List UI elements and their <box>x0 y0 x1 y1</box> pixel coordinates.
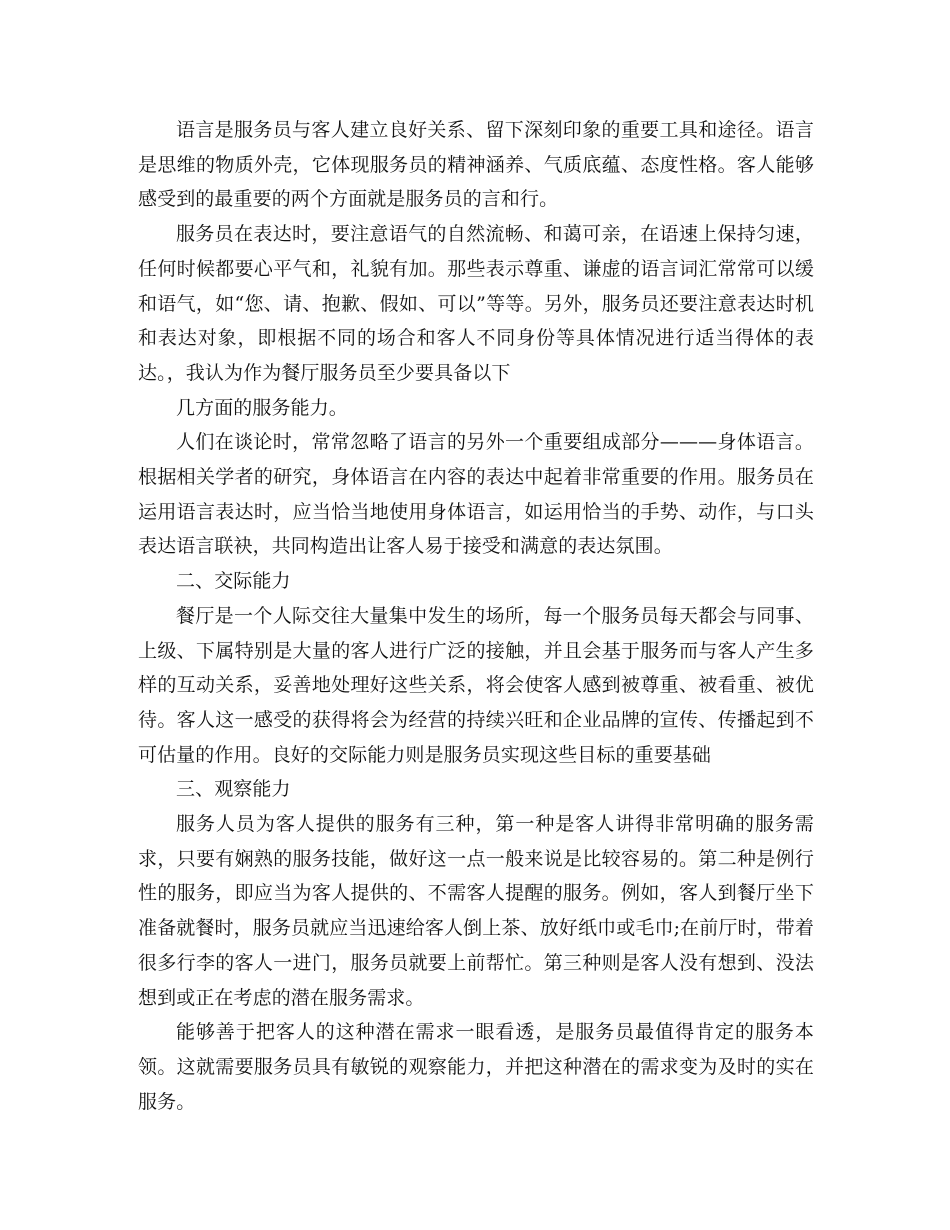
heading-observation-ability: 三、观察能力 <box>176 778 291 801</box>
heading-communication-ability: 二、交际能力 <box>176 570 291 593</box>
paragraph-body-language: 人们在谈论时，常常忽略了语言的另外一个重要组成部分———身体语言。根据相关学者的研究，身体语言在内容的表达中起着非常重要的作用。服务员在运用语言表达时，应当恰当地使用身体语言，如运用恰当的手势、动作，与口头表达语言联袂，共同构造出让客人易于接受和满意的表达氛围。 <box>138 431 814 558</box>
document-body <box>138 113 814 1119</box>
paragraph-expression-tone: 服务员在表达时，要注意语气的自然流畅、和蔼可亲，在语速上保持匀速，任何时候都要心平气和，礼貌有加。那些表示尊重、谦虚的语言词汇常常可以缓和语气，如“您、请、抱歉、假如、可以”等等。另外，服务员还要注意表达时机和表达对象，即根据不同的场合和客人不同身份等具体情况进行适当得体的表达。，我认为作为餐厅服务员至少要具备以下 <box>138 223 814 384</box>
paragraph-language-importance: 语言是服务员与客人建立良好关系、留下深刻印象的重要工具和途径。语言是思维的物质外壳，它体现服务员的精神涵养、气质底蕴、态度性格。客人能够感受到的最重要的两个方面就是服务员的言和行。 <box>138 119 814 211</box>
paragraph-service-abilities-intro: 几方面的服务能力。 <box>176 396 348 419</box>
paragraph-communication-ability: 餐厅是一个人际交往大量集中发生的场所，每一个服务员每天都会与同事、上级、下属特别是大量的客人进行广泛的接触，并且会基于服务而与客人产生多样的互动关系，妥善地处理好这些关系，将会使客人感到被尊重、被看重、被优待。客人这一感受的获得将会为经营的持续兴旺和企业品牌的宣传、传播起到不可估量的作用。良好的交际能力则是服务员实现这些目标的重要基础 <box>138 604 814 766</box>
paragraph-observation-skill: 能够善于把客人的这种潜在需求一眼看透，是服务员最值得肯定的服务本领。这就需要服务员具有敏锐的观察能力，并把这种潜在的需求变为及时的实在服务。 <box>138 1021 814 1113</box>
paragraph-service-types: 服务人员为客人提供的服务有三种，第一种是客人讲得非常明确的服务需求，只要有娴熟的服务技能，做好这一点一般来说是比较容易的。第二种是例行性的服务，即应当为客人提供的、不需客人提醒的服务。例如，客人到餐厅坐下准备就餐时，服务员就应当迅速给客人倒上茶、放好纸巾或毛巾;在前厅时，带着很多行李的客人一进门，服务员就要上前帮忙。第三种则是客人没有想到、没法想到或正在考虑的潜在服务需求。 <box>138 813 814 1009</box>
